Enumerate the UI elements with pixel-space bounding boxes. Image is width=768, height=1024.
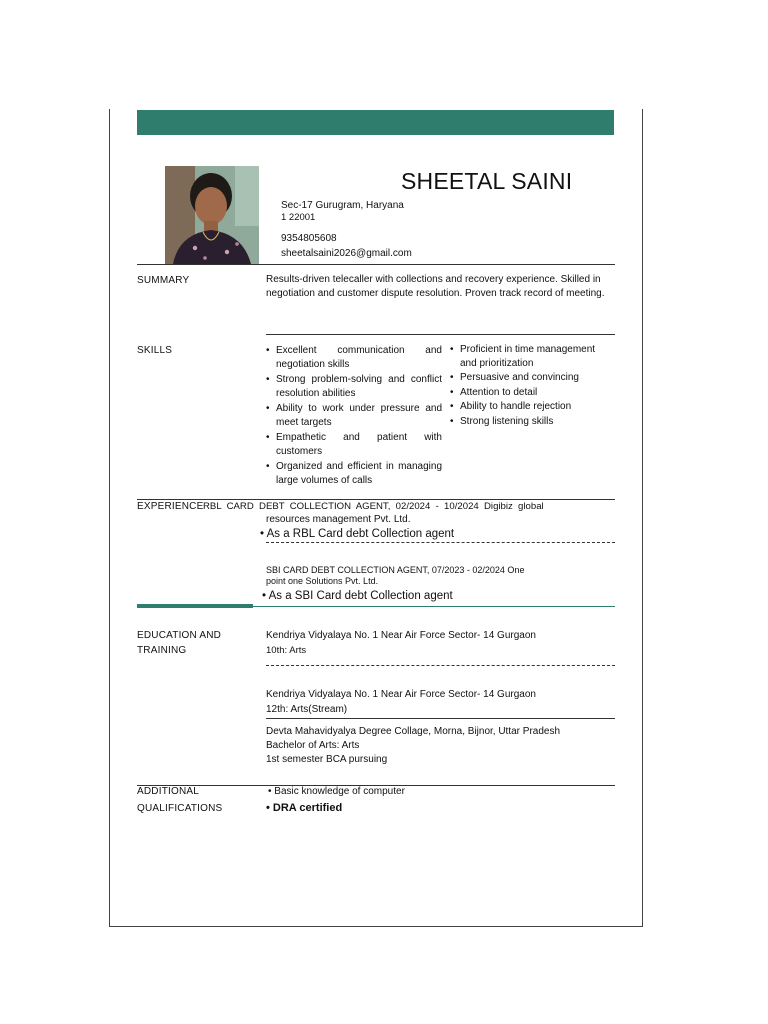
job2-bullet: • As a SBI Card debt Collection agent [262,590,453,602]
skill-item: • Ability to handle rejection [450,400,610,414]
education-entry1-school: Kendriya Vidyalaya No. 1 Near Air Force Sector- 14 Gurgaon [266,630,536,641]
additional-item-1: • Basic knowledge of computer [268,786,405,797]
education-entry2-school: Kendriya Vidyalaya No. 1 Near Air Force Sector- 14 Gurgaon [266,689,536,700]
education-entry2-detail: 12th: Arts(Stream) [266,704,348,715]
additional-item-2-text: DRA certified [272,802,343,814]
email-address[interactable]: sheetalsaini2026@gmail.com [281,248,412,259]
experience-label: EXPERIENCE [137,501,204,512]
profile-photo [165,166,259,264]
job1-bullet: • As a RBL Card debt Collection agent [260,528,455,540]
skill-item: • Strong listening skills [450,415,610,429]
additional-label-line2: QUALIFICATIONS [137,803,223,814]
skills-list-left [266,344,442,489]
additional-item-1-text: Basic knowledge of computer [274,786,405,797]
skill-item: • Empathetic and patient with customers [266,431,442,459]
divider-skills [266,334,615,335]
education-entry1-detail: 10th: Arts [266,645,307,656]
dashed-divider-education [266,665,615,666]
divider-education-entry3 [266,718,615,719]
job2-bullet-text: As a SBI Card debt Collection agent [268,590,453,602]
summary-label: SUMMARY [137,275,190,286]
skill-item: • Persuasive and convincing [450,371,610,385]
job1-bullet-text: As a RBL Card debt Collection agent [266,528,455,540]
header-accent-bar [137,110,614,135]
education-label-line1: EDUCATION AND [137,630,222,641]
summary-text: Results-driven telecaller with collections and recovery experience. Skilled in negotiation and customer dispute resolution. Proven track record of meeting. [266,274,605,299]
skill-item: • Organized and efficient in managing large volumes of calls [266,460,442,488]
job2-company: point one Solutions Pvt. Ltd. [266,576,379,586]
education-label-line2: TRAINING [137,645,187,656]
skill-item: • Strong problem-solving and conflict resolution abilities [266,373,442,401]
phone-number: 9354805608 [281,233,337,244]
address-line-1: Sec-17 Gurugram, Haryana [281,200,404,211]
candidate-name: SHEETAL SAINI [401,168,573,194]
additional-label-line1: ADDITIONAL [137,786,200,797]
additional-item-2: • DRA certified [266,802,343,814]
section-accent-block [137,604,253,608]
skills-list-right [450,343,610,429]
skill-item: • Excellent communication and negotiation skills [266,344,442,372]
dashed-divider-job1 [266,542,615,543]
skill-item: • Ability to work under pressure and meet targets [266,402,442,430]
divider-education [253,606,615,607]
education-entry3-school: Devta Mahavidyalya Degree Collage, Morna, Bijnor, Uttar Pradesh [266,726,561,737]
skill-item: • Attention to detail [450,386,610,400]
job2-title: SBI CARD DEBT COLLECTION AGENT, 07/2023 - 02/2024 One [266,565,525,575]
education-entry3-note: 1st semester BCA pursuing [266,754,388,765]
address-line-2: 1 22001 [281,212,316,223]
divider-summary [137,264,615,265]
profile-photo-image [165,166,259,264]
skill-item: • Proficient in time management and prioritization [450,343,610,370]
job1-title: RBL CARD DEBT COLLECTION AGENT, 02/2024 - 10/2024 Digibiz global [203,501,544,512]
job1-company: resources management Pvt. Ltd. [266,514,411,525]
skills-label: SKILLS [137,345,173,356]
education-entry3-degree: Bachelor of Arts: Arts [266,740,360,751]
